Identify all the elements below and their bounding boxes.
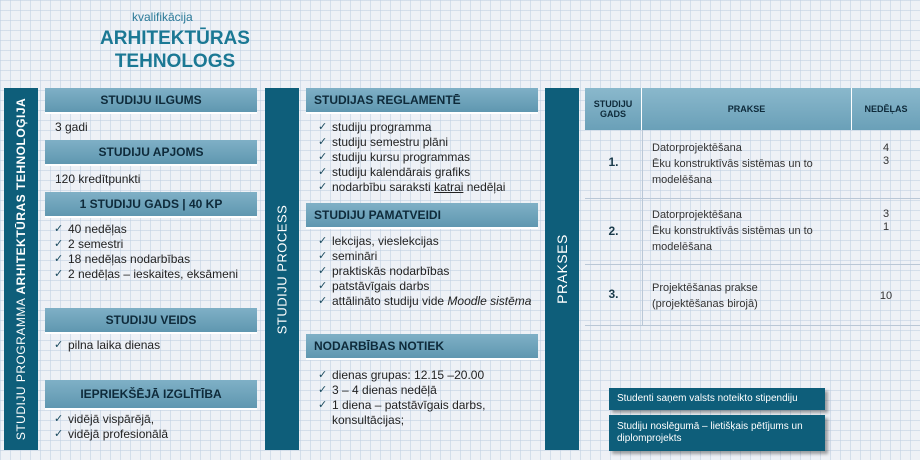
table-cell-practice [652, 207, 847, 255]
final-work-note: Studiju noslēgumā – lietišķais pētījums un diplomprojekts [609, 415, 825, 451]
practice-name: Datorprojektēšana [652, 209, 742, 221]
schedule-list [316, 368, 526, 428]
moodle-text: Moodle sistēma [447, 294, 532, 308]
table-cell-weeks [876, 208, 896, 234]
qualification-label: kvalifikācija [132, 10, 193, 24]
row-divider [585, 198, 920, 199]
list-item-text: nedēļai [463, 180, 506, 194]
row-divider [585, 325, 920, 326]
weekly-schedule-link[interactable]: katrai [434, 180, 464, 194]
year-list [52, 222, 252, 282]
practice-label: PRAKSES [554, 234, 571, 304]
list-item: ✓ studiju programma [316, 120, 536, 135]
program-label-name: ARHITEKTŪRAS TEHNOLOĢIJA [14, 97, 29, 295]
row-divider [585, 264, 920, 265]
list-item: ✓ dienas grupas: 12.15 –20.00 [316, 368, 526, 383]
program-label-prefix: STUDIJU PROGRAMMA [14, 294, 29, 441]
study-type-heading: STUDIJU VEIDS [45, 308, 257, 334]
weeks-value: 3 [882, 155, 890, 167]
volume-value: 120 kredītpunkti [55, 172, 141, 186]
list-item: ✓ patstāvīgais darbs [316, 279, 536, 294]
list-item [316, 294, 536, 309]
year-heading: 1 STUDIJU GADS | 40 KP [45, 192, 257, 218]
study-process-bar [265, 88, 299, 450]
list-item: ✓ semināri [316, 249, 536, 264]
list-item: ✓ praktiskās nodarbības [316, 264, 536, 279]
duration-value: 3 gadi [55, 120, 88, 134]
regulations-heading: STUDIJAS REGLAMENTĒ [306, 88, 538, 114]
weeks-value: 4 [882, 142, 890, 154]
list-item-text: nodarbību saraksti [332, 180, 435, 194]
list-item: ✓ 2 nedēļas – ieskaites, eksāmeni [52, 267, 252, 282]
page-title: ARHITEKTŪRAS TEHNOLOGS [100, 28, 250, 72]
list-item: ✓ pilna laika dienas [52, 338, 252, 353]
practice-name: Ēku konstruktīvās sistēmas un to modelēšana [652, 158, 813, 186]
practice-name: Datorprojektēšana [652, 142, 742, 154]
weeks-value: 10 [879, 290, 893, 302]
table-cell-year: 1. [608, 155, 619, 169]
volume-heading: STUDIJU APJOMS [45, 140, 257, 166]
program-side-bar [4, 88, 38, 450]
study-forms-heading: STUDIJU PAMATVEIDI [306, 203, 538, 229]
weeks-value: 3 [882, 208, 890, 220]
practice-name: Ēku konstruktīvās sistēmas un to modelēšana [652, 225, 813, 253]
study-process-label: STUDIJU PROCESS [274, 204, 290, 334]
regulations-list [316, 120, 536, 195]
table-cell-practice [652, 280, 812, 312]
prior-education-list [52, 412, 252, 442]
list-item: ✓ vidējā profesionālā [52, 427, 252, 442]
list-item: ✓ 3 – 4 dienas nedēļā [316, 383, 526, 398]
list-item: ✓ vidējā vispārējā, [52, 412, 252, 427]
list-item: ✓ studiju kalendārais grafiks [316, 165, 536, 180]
prior-education-heading: IEPRIEKŠĒJĀ IZGLĪTĪBA [45, 380, 257, 410]
column-divider [642, 130, 643, 325]
stipend-note: Studenti saņem valsts noteikto stipendiju [609, 388, 825, 410]
study-forms-list [316, 234, 536, 309]
table-cell-weeks [872, 290, 900, 302]
list-item: ✓ lekcijas, vieslekcijas [316, 234, 536, 249]
list-item: ✓ 40 nedēļas [52, 222, 252, 237]
table-cell-weeks [876, 142, 896, 168]
table-cell-year: 3. [608, 287, 619, 301]
list-item [316, 180, 536, 195]
schedule-heading: NODARBĪBAS NOTIEK [306, 334, 538, 360]
list-item: ✓ 1 diena – patstāvīgais darbs, konsultācijas; [316, 398, 526, 428]
weeks-value: 1 [882, 221, 890, 233]
practice-side-bar [545, 88, 579, 450]
duration-heading: STUDIJU ILGUMS [45, 88, 257, 114]
weeks-column-header: NEDĒĻAS [852, 88, 920, 130]
list-item: ✓ 2 semestri [52, 237, 252, 252]
table-cell-year: 2. [608, 224, 619, 238]
study-type-list [52, 338, 252, 353]
list-item: ✓ studiju kursu programmas [316, 150, 536, 165]
list-item: ✓ studiju semestru plāni [316, 135, 536, 150]
table-cell-practice [652, 140, 847, 188]
practice-column-header: PRAKSE [642, 88, 852, 130]
year-column-header: STUDIJU GADS [585, 88, 642, 130]
list-item-text: attālināto studiju vide [332, 294, 448, 308]
practice-name: Projektēšanas prakse (projektēšanas birojā) [652, 282, 758, 310]
list-item: ✓ 18 nedēļas nodarbības [52, 252, 252, 267]
